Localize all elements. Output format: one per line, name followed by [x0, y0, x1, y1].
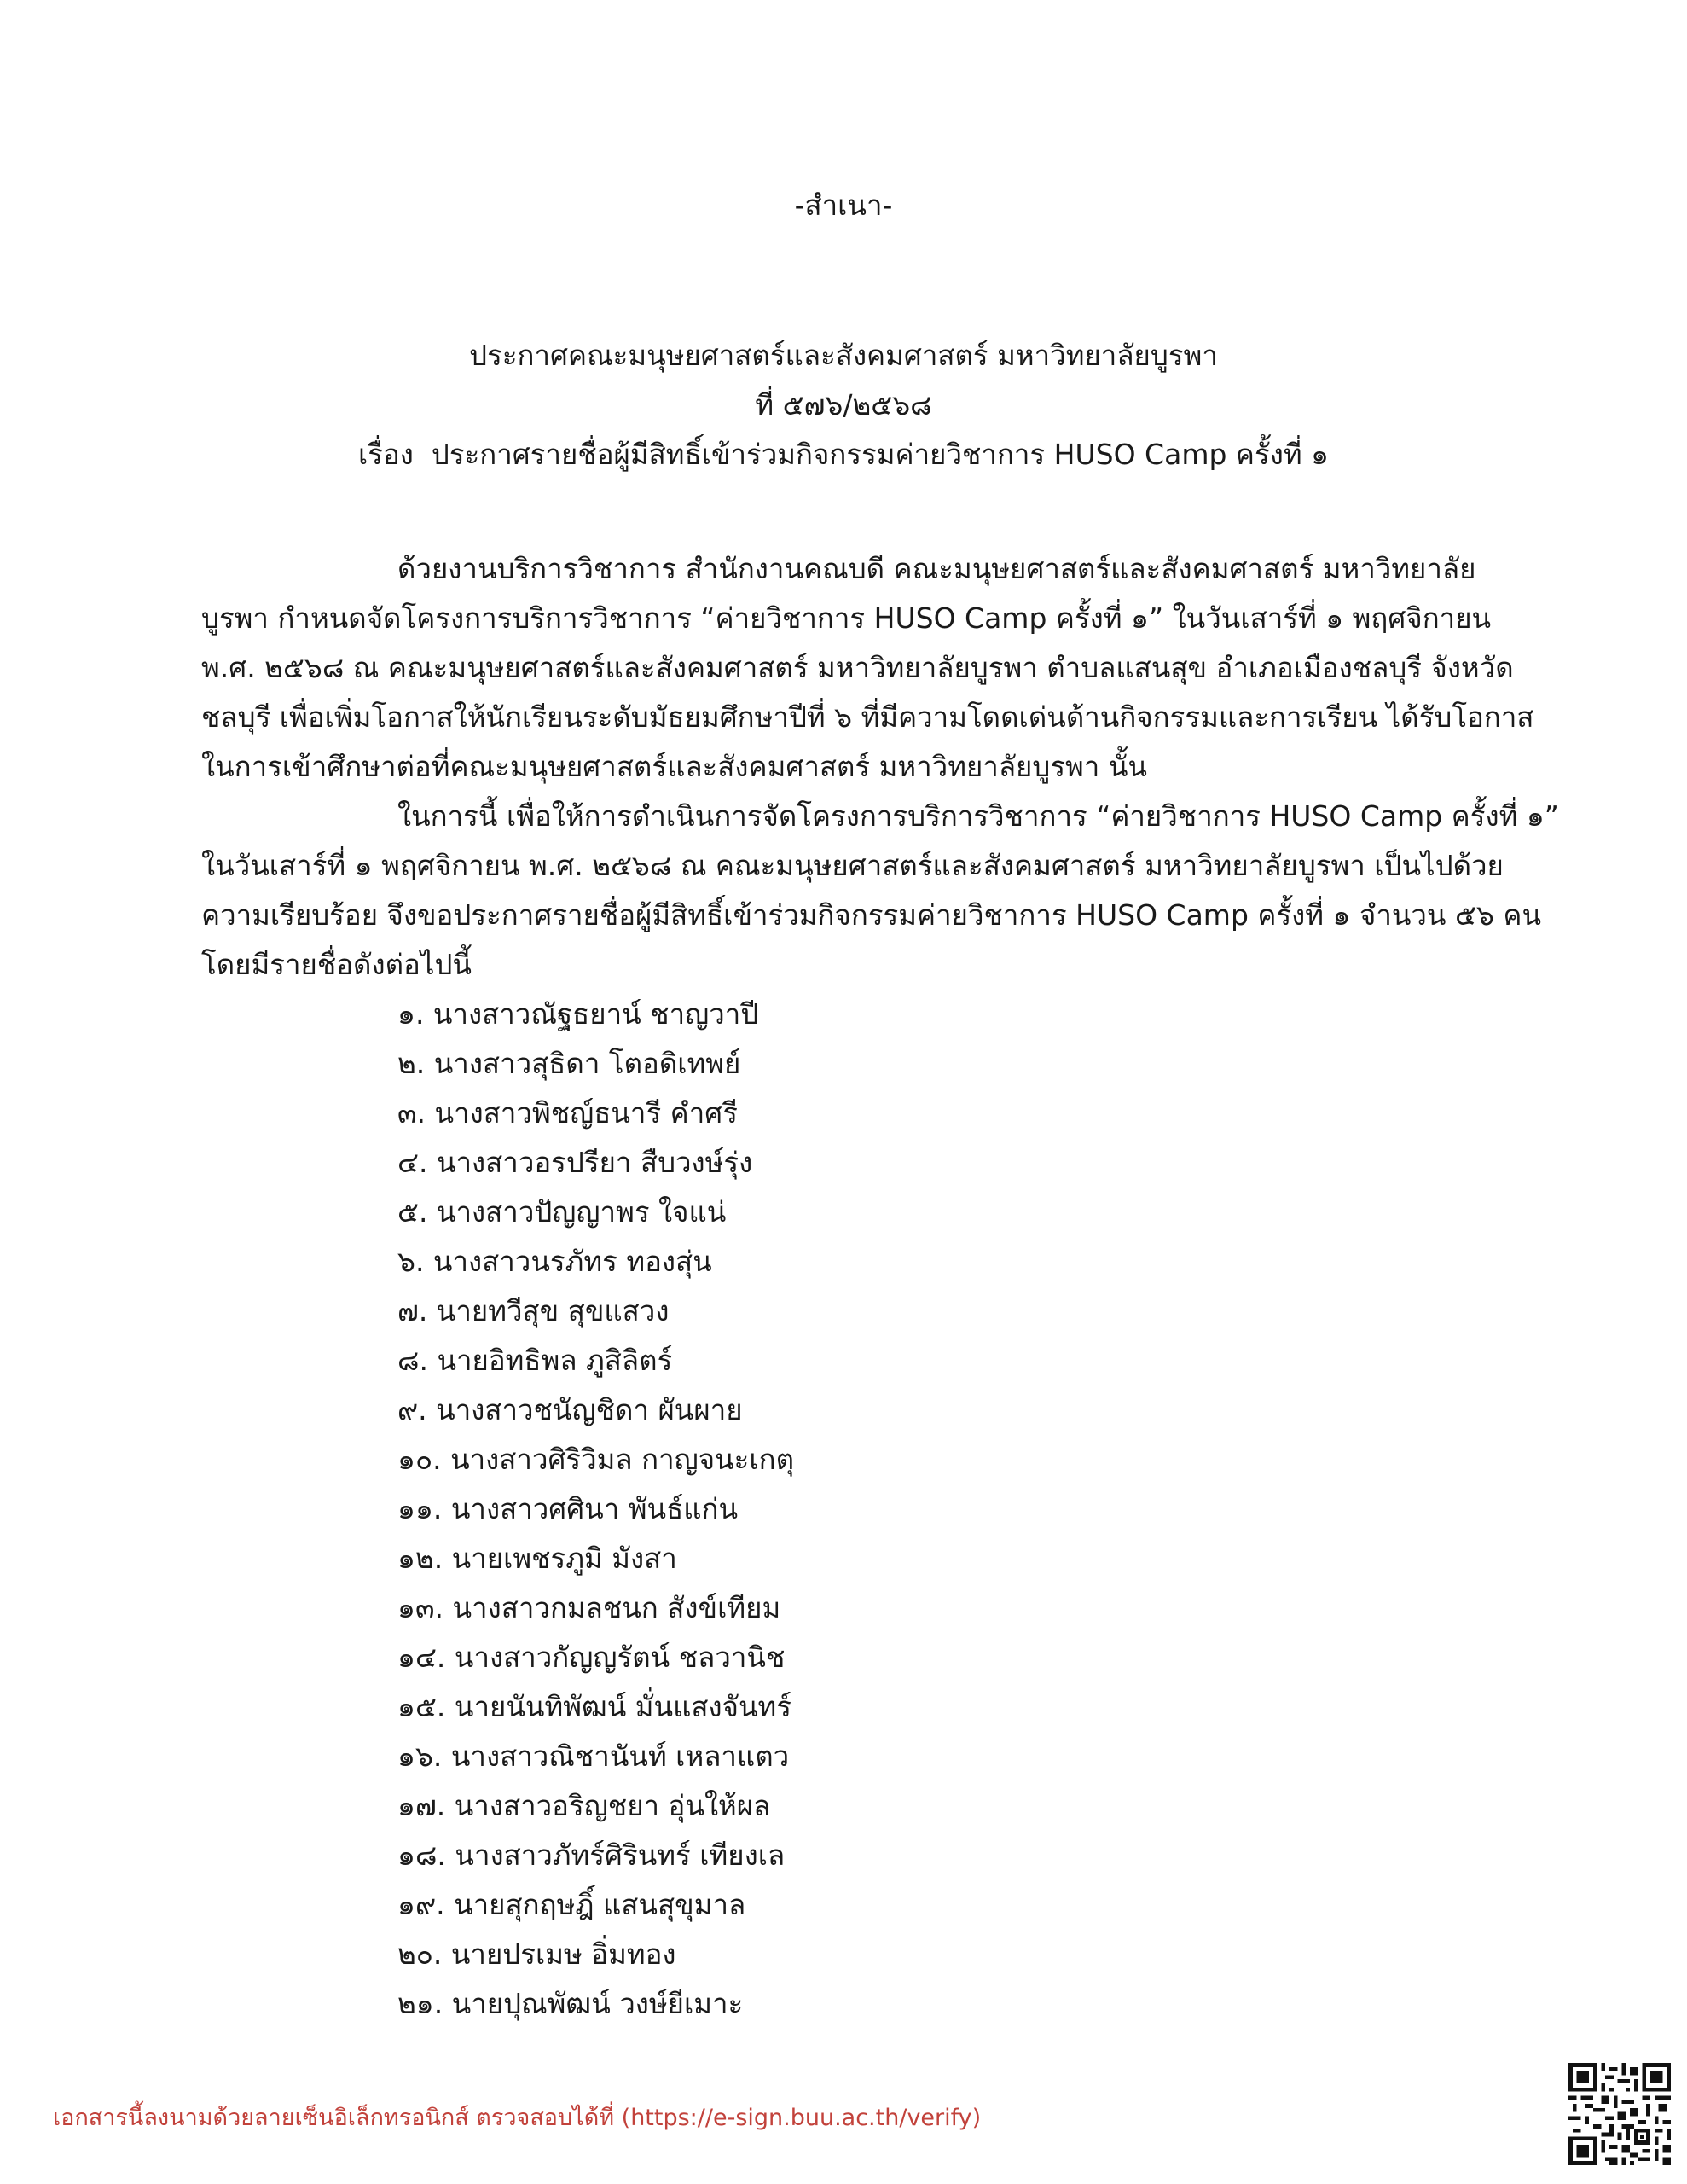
paragraph-1-line: ชลบุรี เพื่อเพิ่มโอกาสให้นักเรียนระดับมัธยมศึกษาปีที่ ๖ ที่มีความโดดเด่นด้านกิจกรรมและการเรียน ได้รับโอกาส	[201, 700, 1534, 734]
participant-item: ๗. นายทวีสุข สุขแสวง	[397, 1294, 670, 1327]
document-number: ที่ ๕๗๖/๒๕๖๘	[755, 388, 932, 421]
participant-item: ๔. นางสาวอรปรียา สืบวงษ์รุ่ง	[397, 1146, 753, 1179]
participant-item: ๓. นางสาวพิชญ์ธนารี คำศรี	[397, 1096, 738, 1130]
paragraph-1-line: ในการเข้าศึกษาต่อที่คณะมนุษยศาสตร์และสังคมศาสตร์ มหาวิทยาลัยบูรพา นั้น	[201, 750, 1147, 783]
participant-item: ๕. นางสาวปัญญาพร ใจแน่	[397, 1195, 727, 1228]
e-signature-verification-note: เอกสารนี้ลงนามด้วยลายเซ็นอิเล็กทรอนิกส์ ตรวจสอบได้ที่ (https://e-sign.buu.ac.th/verify)	[53, 2105, 982, 2131]
paragraph-2-line: โดยมีรายชื่อดังต่อไปนี้	[201, 948, 472, 981]
participant-item: ๑๒. นายเพชรภูมิ มังสา	[397, 1542, 677, 1575]
participant-item: ๑๗. นางสาวอริญชยา อุ่นให้ผล	[397, 1789, 771, 1822]
paragraph-1-line: พ.ศ. ๒๕๖๘ ณ คณะมนุษยศาสตร์และสังคมศาสตร์ มหาวิทยาลัยบูรพา ตำบลแสนสุข อำเภอเมืองชลบุรี จังหวัด	[201, 651, 1514, 684]
participant-item: ๑๓. นางสาวกมลชนก สังข์เทียม	[397, 1591, 781, 1624]
paragraph-2-line: ในการนี้ เพื่อให้การดำเนินการจัดโครงการบริการวิชาการ “ค่ายวิชาการ HUSO Camp ครั้งที่ ๑”	[397, 799, 1559, 833]
participant-item: ๑๘. นางสาวภัทร์ศิรินทร์ เทียงเล	[397, 1838, 786, 1872]
participant-item: ๘. นายอิทธิพล ภูสิลิตร์	[397, 1344, 673, 1377]
paragraph-1-line: ด้วยงานบริการวิชาการ สำนักงานคณบดี คณะมนุษยศาสตร์และสังคมศาสตร์ มหาวิทยาลัย	[397, 552, 1476, 585]
paragraph-1-line: บูรพา กำหนดจัดโครงการบริการวิชาการ “ค่ายวิชาการ HUSO Camp ครั้งที่ ๑” ในวันเสาร์ที่ ๑ พฤศจิกายน	[201, 601, 1492, 635]
participant-item: ๑๖. นางสาวณิชานันท์ เหลาแตว	[397, 1740, 790, 1773]
subject-line	[0, 438, 1687, 472]
participant-item: ๑๔. นางสาวกัญญรัตน์ ชลวานิช	[397, 1641, 786, 1674]
participant-item: ๙. นางสาวชนัญชิดา ผันผาย	[397, 1393, 743, 1426]
paragraph-2-line: ความเรียบร้อย จึงขอประกาศรายชื่อผู้มีสิทธิ์เข้าร่วมกิจกรรมค่ายวิชาการ HUSO Camp ครั้งที่ ๑ จำนวน ๕๖ คน	[201, 898, 1542, 932]
participant-item: ๑๕. นายนันทิพัฒน์ มั่นแสงจันทร์	[397, 1690, 792, 1723]
participant-item: ๒. นางสาวสุธิดา โตอดิเทพย์	[397, 1047, 741, 1080]
participant-item: ๑๙. นายสุกฤษฎิ์ แสนสุขุมาล	[397, 1888, 746, 1921]
participant-item: ๒๑. นายปุณพัฒน์ วงษ์ยีเมาะ	[397, 1987, 744, 2020]
subject-text: ประกาศรายชื่อผู้มีสิทธิ์เข้าร่วมกิจกรรมค่ายวิชาการ HUSO Camp ครั้งที่ ๑	[431, 438, 1330, 471]
participant-item: ๖. นางสาวนรภัทร ทองสุ่น	[397, 1245, 712, 1278]
participant-item: ๑. นางสาวณัฐธยาน์ ชาญวาปี	[397, 997, 759, 1031]
copy-mark: -สำเนา-	[794, 189, 893, 222]
participant-item: ๑๑. นางสาวศศินา พันธ์แก่น	[397, 1492, 739, 1525]
qr-code-icon[interactable]	[1568, 2063, 1671, 2165]
paragraph-2-line: ในวันเสาร์ที่ ๑ พฤศจิกายน พ.ศ. ๒๕๖๘ ณ คณะมนุษยศาสตร์และสังคมศาสตร์ มหาวิทยาลัยบูรพา เป็นไปด้วย	[201, 849, 1504, 882]
participant-item: ๑๐. นางสาวศิริวิมล กาญจนะเกตุ	[397, 1443, 795, 1476]
participant-item: ๒๐. นายปรเมษ อิ่มทอง	[397, 1937, 676, 1971]
subject-label: เรื่อง	[357, 438, 414, 471]
announcement-title: ประกาศคณะมนุษยศาสตร์และสังคมศาสตร์ มหาวิทยาลัยบูรพา	[469, 339, 1218, 372]
